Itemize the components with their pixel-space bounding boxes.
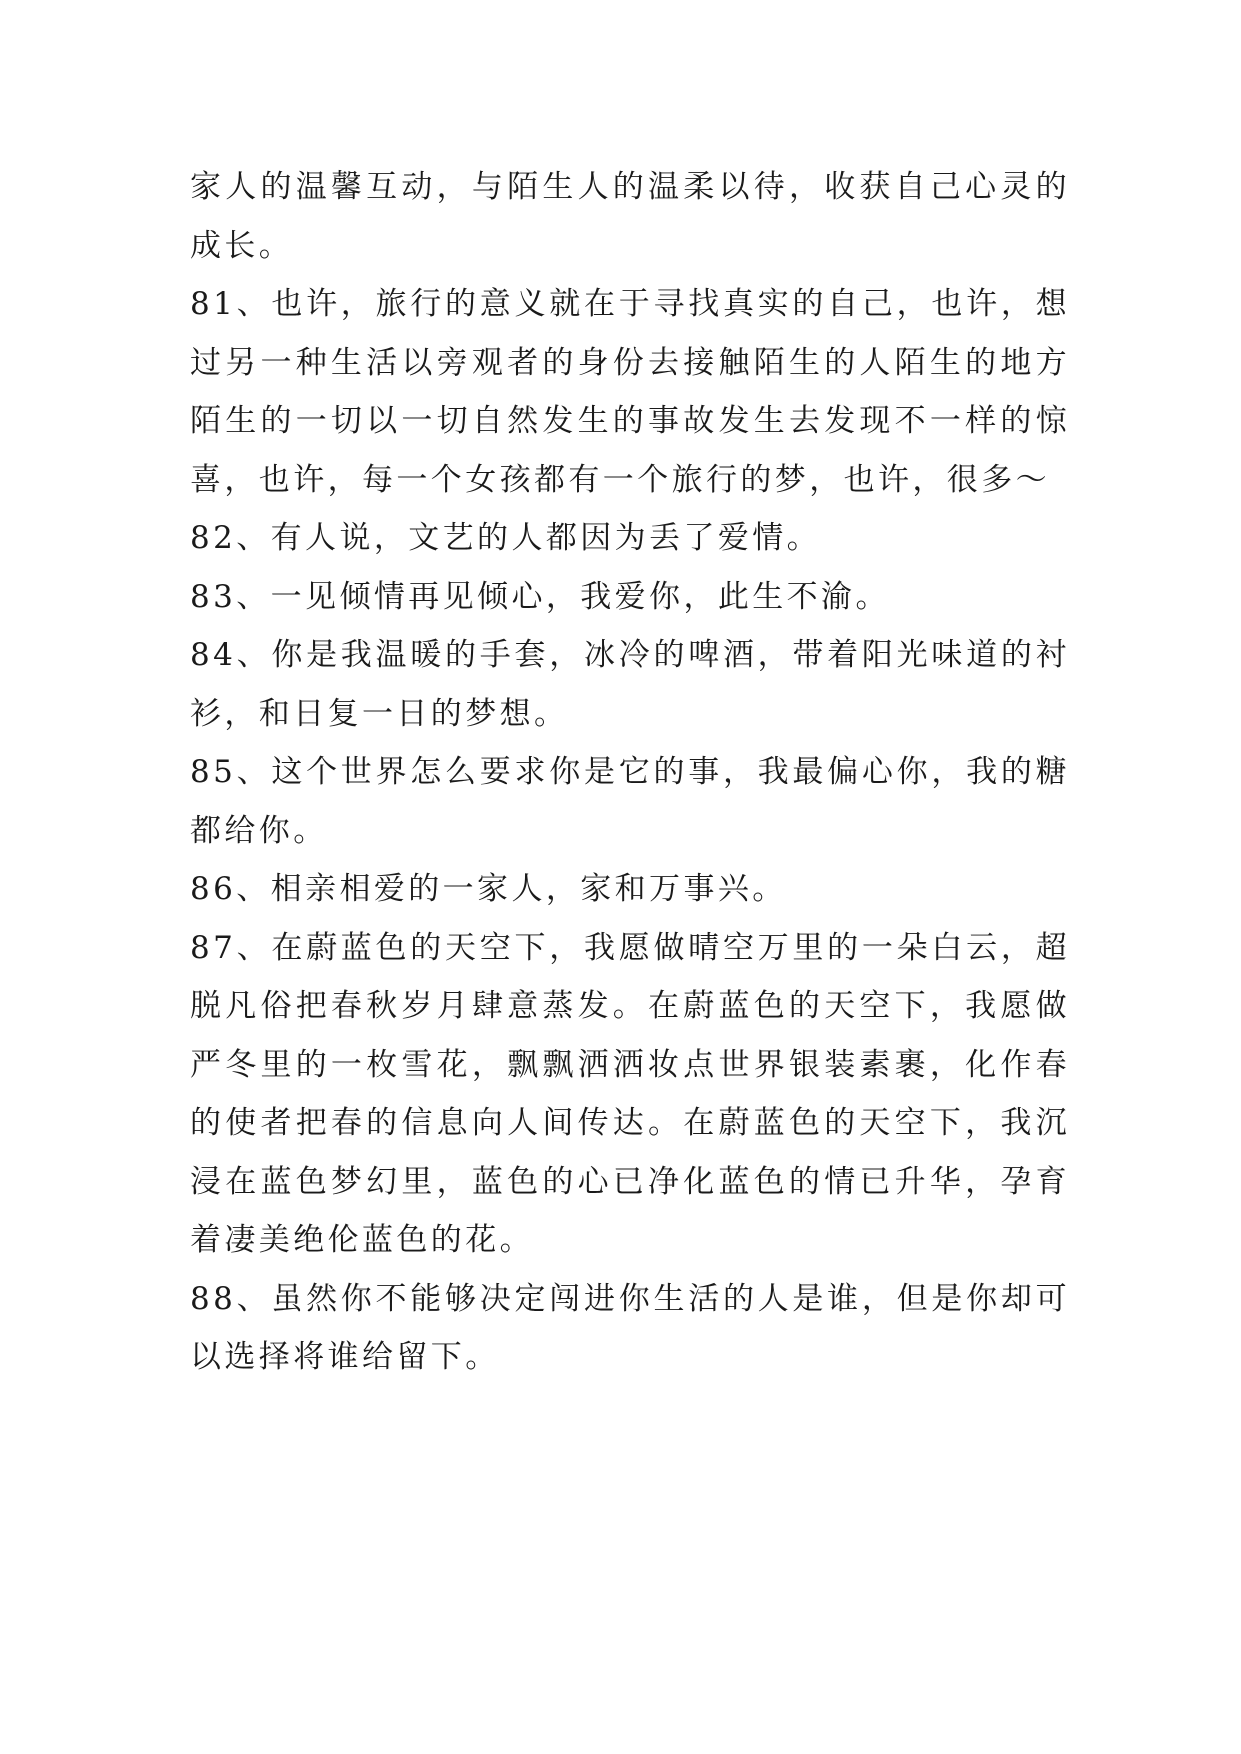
paragraph-82: 82、有人说，文艺的人都因为丢了爱情。 xyxy=(190,520,822,556)
paragraph-85: 85、这个世界怎么要求你是它的事，我最偏心你，我的糖都给你。 xyxy=(190,754,1070,849)
paragraph-81: 81、也许，旅行的意义就在于寻找真实的自己，也许，想过另一种生活以旁观者的身份去接触陌生的人陌生的地方陌生的一切以一切自然发生的事故发生去发现不一样的惊喜，也许，每一个女孩都有一个旅行的梦，也许，很多～ xyxy=(190,286,1070,498)
paragraph-84: 84、你是我温暖的手套，冰冷的啤酒，带着阳光味道的衬衫，和日复一日的梦想。 xyxy=(190,637,1070,732)
paragraph-87: 87、在蔚蓝色的天空下，我愿做晴空万里的一朵白云，超脱凡俗把春秋岁月肆意蒸发。在蔚蓝色的天空下，我愿做严冬里的一枚雪花，飘飘洒洒妆点世界银装素裹，化作春的使者把春的信息向人间传达。在蔚蓝色的天空下，我沉浸在蓝色梦幻里，蓝色的心已净化蓝色的情已升华，孕育着凄美绝伦蓝色的花。 xyxy=(190,929,1070,1258)
paragraph-continuation: 家人的温馨互动，与陌生人的温柔以待，收获自己心灵的成长。 xyxy=(190,169,1070,264)
document-body xyxy=(190,158,1070,1387)
paragraph-88: 88、虽然你不能够决定闯进你生活的人是谁，但是你却可以选择将谁给留下。 xyxy=(190,1280,1070,1375)
paragraph-86: 86、相亲相爱的一家人，家和万事兴。 xyxy=(190,871,787,907)
paragraph-83: 83、一见倾情再见倾心，我爱你，此生不渝。 xyxy=(190,578,890,615)
